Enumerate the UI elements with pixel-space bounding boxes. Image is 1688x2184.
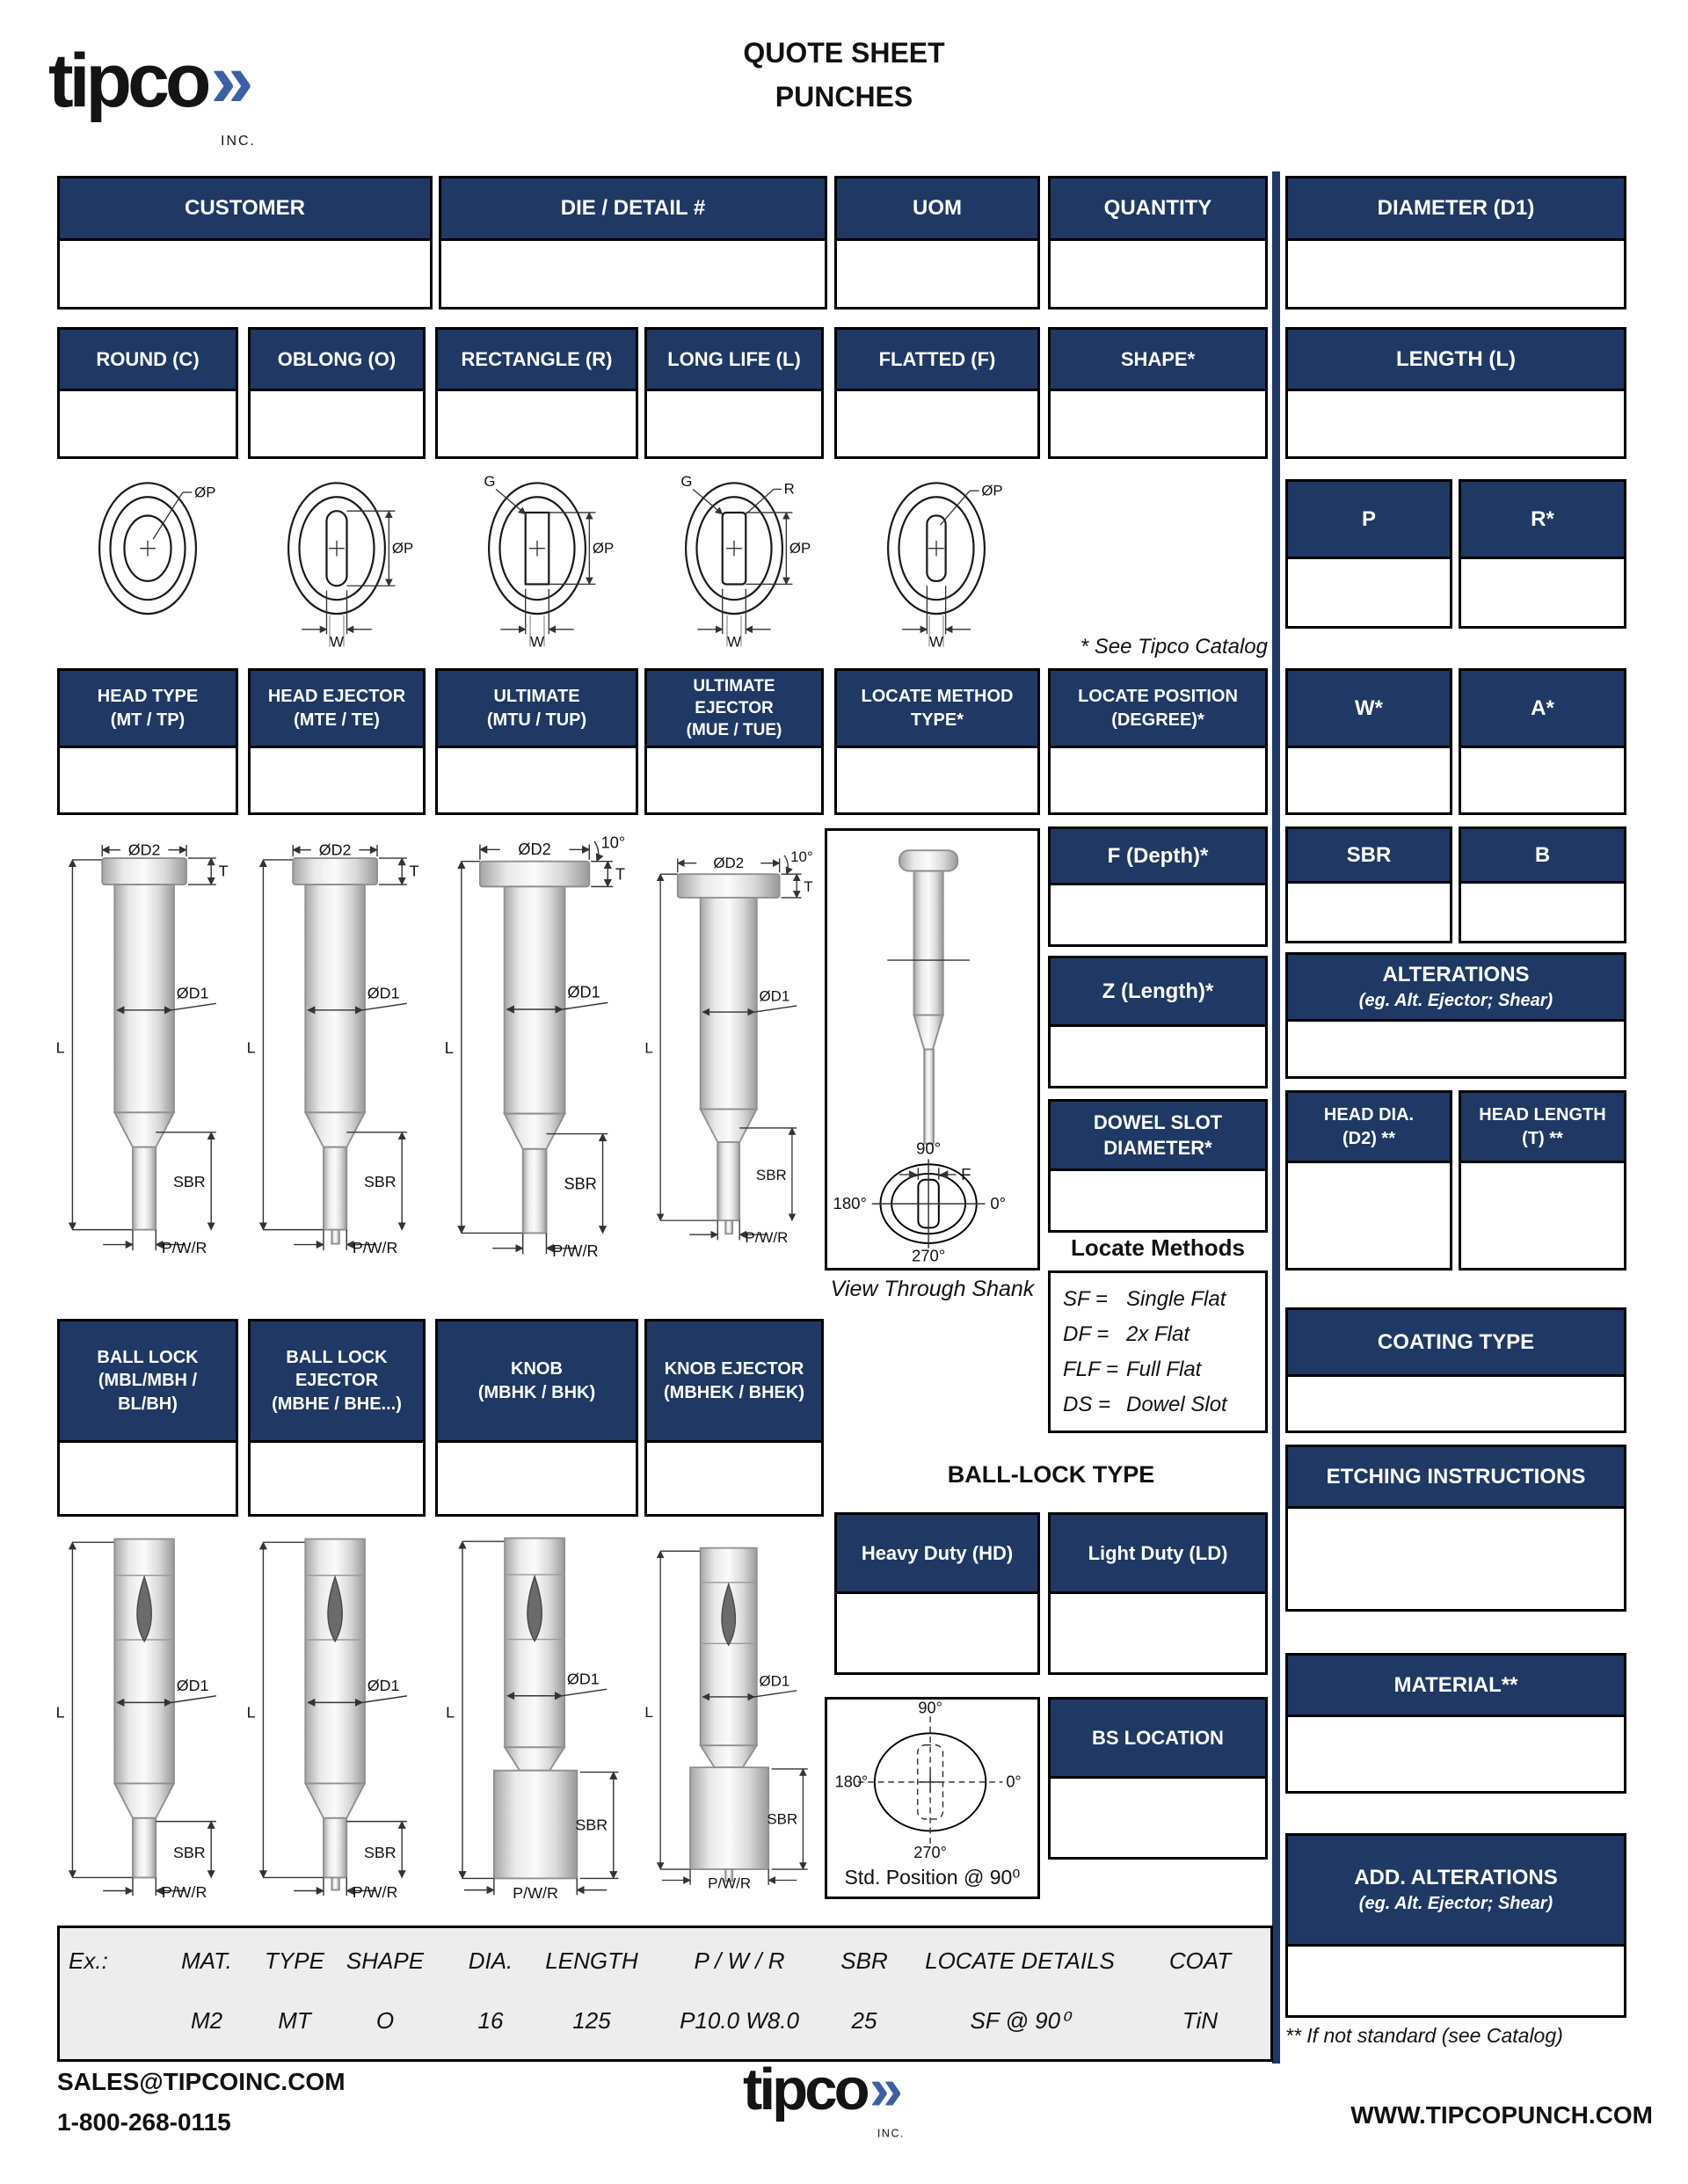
svg-text:SBR: SBR: [363, 1172, 397, 1190]
ultimate-ejector-cell: [644, 668, 824, 815]
knob-ejector-cell: [644, 1319, 824, 1517]
customer-header: CUSTOMER: [60, 178, 430, 241]
long-life-shape-diagram: [652, 470, 816, 650]
svg-text:ØD2: ØD2: [318, 841, 352, 859]
example-col-value: SF @ 90⁰: [970, 2007, 1070, 2034]
svg-text:ØD1: ØD1: [176, 1677, 209, 1695]
svg-text:270°: 270°: [913, 1844, 947, 1860]
footer-website[interactable]: WWW.TIPCOPUNCH.COM: [1350, 2101, 1653, 2129]
b-field[interactable]: [1461, 884, 1624, 941]
head-type-field[interactable]: [60, 748, 236, 812]
punch-diagram-ball-lock: [51, 1530, 241, 1899]
svg-text:T: T: [409, 862, 419, 880]
svg-text:W: W: [727, 633, 741, 650]
diameter-field[interactable]: [1288, 241, 1624, 307]
w-field[interactable]: [1288, 748, 1450, 812]
f-depth-field[interactable]: [1051, 885, 1265, 944]
r-field[interactable]: [1461, 559, 1624, 626]
svg-text:0°: 0°: [1006, 1773, 1022, 1791]
material-field[interactable]: [1288, 1717, 1624, 1791]
svg-text:P/W/R: P/W/R: [708, 1875, 752, 1892]
svg-text:ØD1: ØD1: [176, 984, 209, 1002]
r-cell: [1459, 479, 1626, 629]
punch-diagram-head-ejector: [242, 826, 432, 1270]
sbr-cell: [1285, 826, 1452, 943]
round-header: ROUND (C): [60, 330, 236, 391]
svg-text:ØD2: ØD2: [713, 855, 745, 872]
locate-method-header: LOCATE METHOD TYPE*: [837, 671, 1037, 748]
svg-text:L: L: [444, 1038, 454, 1057]
svg-text:L: L: [246, 1703, 256, 1722]
page-title-line2: PUNCHES: [775, 81, 913, 113]
svg-text:0°: 0°: [990, 1193, 1007, 1212]
example-col-value: M2: [190, 2007, 223, 2034]
svg-text:SBR: SBR: [363, 1843, 397, 1861]
oblong-shape-diagram: [255, 470, 418, 650]
alterations-cell: [1285, 952, 1626, 1079]
sbr-field[interactable]: [1288, 884, 1450, 941]
ball-lock-cell: [57, 1319, 238, 1517]
light-duty-field[interactable]: [1051, 1594, 1265, 1672]
knob-field[interactable]: [438, 1443, 636, 1514]
footer-phone[interactable]: 1-800-268-0115: [57, 2108, 231, 2136]
svg-text:W: W: [530, 633, 544, 650]
long-life-header: LONG LIFE (L): [647, 330, 821, 391]
ball-lock-ejector-header: BALL LOCK EJECTOR (MBHE / BHE...): [251, 1321, 423, 1443]
ultimate-header: ULTIMATE (MTU / TUP): [438, 671, 636, 748]
logo-wordmark: tipco: [48, 39, 207, 123]
ultimate-cell: [435, 668, 638, 815]
knob-header: KNOB (MBHK / BHK): [438, 1321, 636, 1443]
ball-lock-type-title: BALL-LOCK TYPE: [947, 1461, 1155, 1488]
example-col-header: MAT.: [181, 1947, 232, 1974]
knob-ejector-field[interactable]: [647, 1443, 821, 1514]
f-depth-header: F (Depth)*: [1051, 829, 1265, 885]
shape-header: SHAPE*: [1051, 330, 1265, 391]
head-type-cell: [57, 668, 238, 815]
punch-diagram-knob-ejector: [640, 1530, 820, 1899]
head-ejector-cell: [248, 668, 426, 815]
b-cell: [1459, 826, 1626, 943]
example-col-header: DIA.: [468, 1947, 513, 1974]
ball-lock-ejector-cell: [248, 1319, 426, 1517]
flatted-header: FLATTED (F): [837, 330, 1037, 391]
etching-cell: [1285, 1445, 1626, 1612]
svg-text:ØP: ØP: [789, 540, 811, 557]
example-prefix: Ex.:: [69, 1947, 108, 1974]
locate-position-cell: [1048, 668, 1268, 815]
svg-text:R: R: [783, 480, 795, 498]
example-col-header: SHAPE: [346, 1947, 425, 1974]
punch-diagram-knob: [440, 1530, 633, 1899]
svg-text:10°: 10°: [600, 834, 626, 852]
footer-email[interactable]: SALES@TIPCOINC.COM: [57, 2068, 346, 2095]
view-through-shank-panel: [825, 828, 1040, 1270]
w-header: W*: [1288, 671, 1450, 748]
die-detail-field[interactable]: [441, 241, 825, 307]
svg-text:W: W: [929, 633, 943, 650]
logo-chevron-icon: »: [210, 36, 254, 123]
rectangle-shape-diagram: [455, 470, 619, 650]
svg-text:P/W/R: P/W/R: [352, 1238, 398, 1256]
locate-methods-legend: [1048, 1270, 1268, 1433]
svg-text:ØD1: ØD1: [367, 1677, 400, 1695]
locate-methods-title: Locate Methods: [1071, 1234, 1245, 1261]
svg-text:L: L: [246, 1038, 256, 1057]
heavy-duty-cell: [834, 1512, 1040, 1675]
svg-text:ØP: ØP: [981, 482, 1003, 499]
head-dia-field[interactable]: [1288, 1163, 1450, 1268]
punch-diagram-ball-lock-ejector: [242, 1530, 432, 1899]
w-cell: [1285, 668, 1452, 815]
a-field[interactable]: [1461, 748, 1624, 812]
add-alterations-cell: [1285, 1833, 1626, 2018]
svg-text:90°: 90°: [918, 1700, 942, 1717]
svg-text:ØD2: ØD2: [127, 841, 161, 859]
svg-text:L: L: [644, 1704, 653, 1722]
catalog-note: * See Tipco Catalog: [1080, 635, 1268, 659]
example-col-header: LOCATE DETAILS: [925, 1947, 1115, 1974]
coating-field[interactable]: [1288, 1377, 1624, 1431]
catalog-footnote: ** If not standard (see Catalog): [1285, 2024, 1563, 2047]
z-length-header: Z (Length)*: [1051, 958, 1265, 1027]
shape-cell: [1048, 327, 1268, 459]
punch-diagram-ultimate-ejector: [640, 826, 820, 1270]
example-col-header: P / W / R: [694, 1947, 785, 1974]
head-length-header: HEAD LENGTH (T) **: [1461, 1093, 1624, 1163]
p-cell: [1285, 479, 1452, 629]
rectangle-field[interactable]: [438, 391, 636, 456]
example-col-value: O: [375, 2007, 395, 2034]
svg-text:G: G: [680, 472, 693, 490]
bs-location-field[interactable]: [1051, 1779, 1265, 1857]
svg-text:ØD2: ØD2: [518, 841, 551, 859]
svg-text:G: G: [484, 472, 496, 490]
uom-field[interactable]: [837, 241, 1037, 307]
svg-text:SBR: SBR: [172, 1843, 206, 1861]
knob-cell: [435, 1319, 638, 1517]
svg-text:T: T: [218, 862, 229, 880]
a-header: A*: [1461, 671, 1624, 748]
head-length-cell: [1459, 1090, 1626, 1270]
view-through-shank-diagram: [827, 831, 1037, 1268]
svg-text:ØD1: ØD1: [566, 1670, 600, 1688]
dowel-slot-cell: [1048, 1099, 1268, 1233]
quantity-field[interactable]: [1051, 241, 1265, 307]
svg-text:SBR: SBR: [767, 1810, 798, 1828]
quantity-header: QUANTITY: [1051, 178, 1265, 241]
footer-logo-wordmark: tipco: [743, 2057, 867, 2122]
punch-diagram-ultimate: [440, 826, 633, 1270]
sbr-header: SBR: [1288, 829, 1450, 884]
svg-text:10°: 10°: [790, 848, 813, 865]
p-field[interactable]: [1288, 559, 1450, 626]
flatted-shape-diagram: [855, 470, 1018, 650]
r-header: R*: [1461, 482, 1624, 559]
ultimate-ejector-field[interactable]: [647, 748, 821, 812]
a-cell: [1459, 668, 1626, 815]
svg-text:270°: 270°: [911, 1246, 946, 1265]
example-row: [57, 1926, 1273, 2062]
footer-tipco-logo: [743, 2054, 949, 2140]
example-col-value: 125: [572, 2007, 611, 2034]
dowel-slot-header: DOWEL SLOT DIAMETER*: [1051, 1102, 1265, 1171]
length-field[interactable]: [1288, 391, 1624, 456]
svg-text:ØP: ØP: [592, 540, 615, 557]
svg-text:L: L: [55, 1703, 65, 1722]
punch-diagram-head-type: [51, 826, 241, 1270]
p-header: P: [1288, 482, 1450, 559]
svg-text:F: F: [961, 1164, 971, 1183]
locate-method-field[interactable]: [837, 748, 1037, 812]
example-col-header: LENGTH: [545, 1947, 638, 1974]
svg-text:ØD1: ØD1: [367, 984, 400, 1002]
svg-text:SBR: SBR: [575, 1816, 608, 1834]
diameter-header: DIAMETER (D1): [1288, 178, 1624, 241]
etching-field[interactable]: [1288, 1509, 1624, 1609]
head-dia-header: HEAD DIA. (D2) **: [1288, 1093, 1450, 1163]
example-col-header: TYPE: [265, 1947, 324, 1974]
locate-method-item: SF = Single Flat: [1063, 1287, 1226, 1311]
alterations-header: ALTERATIONS (eg. Alt. Ejector; Shear): [1288, 955, 1624, 1022]
locate-method-item: FLF = Full Flat: [1063, 1358, 1202, 1381]
oblong-cell: [248, 327, 426, 459]
material-cell: [1285, 1653, 1626, 1794]
oblong-header: OBLONG (O): [251, 330, 423, 391]
head-length-field[interactable]: [1461, 1163, 1624, 1268]
svg-text:P/W/R: P/W/R: [552, 1242, 599, 1261]
rectangle-header: RECTANGLE (R): [438, 330, 636, 391]
locate-position-header: LOCATE POSITION (DEGREE)*: [1051, 671, 1265, 748]
svg-text:ØP: ØP: [391, 540, 414, 557]
example-col-header: SBR: [840, 1947, 888, 1974]
svg-text:T: T: [804, 877, 813, 895]
oblong-field[interactable]: [251, 391, 423, 456]
svg-text:ØD1: ØD1: [567, 983, 600, 1001]
example-col-value: TiN: [1182, 2007, 1219, 2034]
svg-text:90°: 90°: [916, 1139, 942, 1158]
long-life-field[interactable]: [647, 391, 821, 456]
round-field[interactable]: [60, 391, 236, 456]
head-dia-cell: [1285, 1090, 1452, 1270]
footer-logo-chevron-icon: »: [869, 2054, 904, 2122]
uom-cell: [834, 176, 1040, 309]
section-divider: [1272, 171, 1280, 2064]
svg-text:T: T: [615, 865, 626, 884]
z-length-field[interactable]: [1051, 1027, 1265, 1086]
b-header: B: [1461, 829, 1624, 884]
svg-text:L: L: [644, 1039, 653, 1057]
add-alterations-field[interactable]: [1288, 1947, 1624, 2015]
heavy-duty-field[interactable]: [837, 1594, 1037, 1672]
ball-lock-field[interactable]: [60, 1443, 236, 1514]
svg-text:P/W/R: P/W/R: [161, 1238, 207, 1256]
uom-header: UOM: [837, 178, 1037, 241]
example-col-value: MT: [278, 2007, 311, 2034]
head-ejector-header: HEAD EJECTOR (MTE / TE): [251, 671, 423, 748]
svg-text:P/W/R: P/W/R: [352, 1883, 398, 1899]
locate-method-item: DS = Dowel Slot: [1063, 1393, 1227, 1416]
ball-lock-header: BALL LOCK (MBL/MBH / BL/BH): [60, 1321, 236, 1443]
coating-cell: [1285, 1307, 1626, 1433]
svg-text:SBR: SBR: [755, 1166, 787, 1183]
round-shape-diagram: [66, 470, 229, 650]
example-col-value: 25: [851, 2007, 877, 2034]
locate-method-item: DF = 2x Flat: [1063, 1322, 1190, 1346]
svg-text:W: W: [330, 633, 344, 650]
long-life-cell: [644, 327, 824, 459]
svg-text:SBR: SBR: [564, 1175, 597, 1193]
die-detail-cell: [439, 176, 827, 309]
ball-lock-ejector-field[interactable]: [251, 1443, 423, 1514]
std-position-panel: [825, 1697, 1040, 1899]
svg-text:P/W/R: P/W/R: [161, 1883, 207, 1899]
example-col-value: 16: [477, 2007, 504, 2034]
z-length-cell: [1048, 956, 1268, 1088]
flatted-field[interactable]: [837, 391, 1037, 456]
svg-text:P/W/R: P/W/R: [513, 1884, 558, 1899]
svg-text:180°: 180°: [834, 1773, 869, 1791]
svg-text:SBR: SBR: [172, 1172, 206, 1190]
logo-inc-label: INC.: [221, 134, 256, 149]
svg-text:ØD1: ØD1: [759, 1672, 790, 1690]
length-header: LENGTH (L): [1288, 330, 1624, 391]
footer-logo-inc-label: INC.: [877, 2128, 906, 2140]
shape-field[interactable]: [1051, 391, 1265, 456]
coating-header: COATING TYPE: [1288, 1310, 1624, 1377]
std-position-caption: Std. Position @ 90⁰: [844, 1866, 1021, 1889]
customer-field[interactable]: [60, 241, 430, 307]
head-ejector-field[interactable]: [251, 748, 423, 812]
flatted-cell: [834, 327, 1040, 459]
light-duty-header: Light Duty (LD): [1051, 1515, 1265, 1594]
length-cell: [1285, 327, 1626, 459]
view-through-shank-caption: View Through Shank: [830, 1277, 1035, 1301]
f-depth-cell: [1048, 826, 1268, 947]
svg-text:180°: 180°: [833, 1193, 867, 1212]
rectangle-cell: [435, 327, 638, 459]
etching-header: ETCHING INSTRUCTIONS: [1288, 1447, 1624, 1509]
customer-cell: [57, 176, 433, 309]
bs-location-cell: [1048, 1697, 1268, 1860]
heavy-duty-header: Heavy Duty (HD): [837, 1515, 1037, 1594]
round-cell: [57, 327, 238, 459]
ultimate-ejector-header: ULTIMATE EJECTOR (MUE / TUE): [647, 671, 821, 748]
die-detail-header: DIE / DETAIL #: [441, 178, 825, 241]
std-position-diagram: [827, 1700, 1037, 1860]
example-col-value: P10.0 W8.0: [680, 2007, 799, 2034]
knob-ejector-header: KNOB EJECTOR (MBHEK / BHEK): [647, 1321, 821, 1443]
example-col-header: COAT: [1168, 1947, 1232, 1974]
dowel-slot-field[interactable]: [1051, 1171, 1265, 1230]
quantity-cell: [1048, 176, 1268, 309]
svg-text:P/W/R: P/W/R: [745, 1229, 789, 1247]
svg-text:ØP: ØP: [194, 484, 216, 501]
material-header: MATERIAL**: [1288, 1656, 1624, 1717]
diameter-cell: [1285, 176, 1626, 309]
bs-location-header: BS LOCATION: [1051, 1700, 1265, 1779]
locate-position-field[interactable]: [1051, 748, 1265, 812]
locate-method-cell: [834, 668, 1040, 815]
svg-text:L: L: [55, 1038, 65, 1057]
page-title-line1: QUOTE SHEET: [743, 37, 945, 69]
add-alterations-header: ADD. ALTERATIONS (eg. Alt. Ejector; Shear): [1288, 1836, 1624, 1947]
ultimate-field[interactable]: [438, 748, 636, 812]
alterations-field[interactable]: [1288, 1022, 1624, 1076]
head-type-header: HEAD TYPE (MT / TP): [60, 671, 236, 748]
svg-text:ØD1: ØD1: [759, 987, 790, 1005]
light-duty-cell: [1048, 1512, 1268, 1675]
svg-text:L: L: [446, 1703, 455, 1722]
